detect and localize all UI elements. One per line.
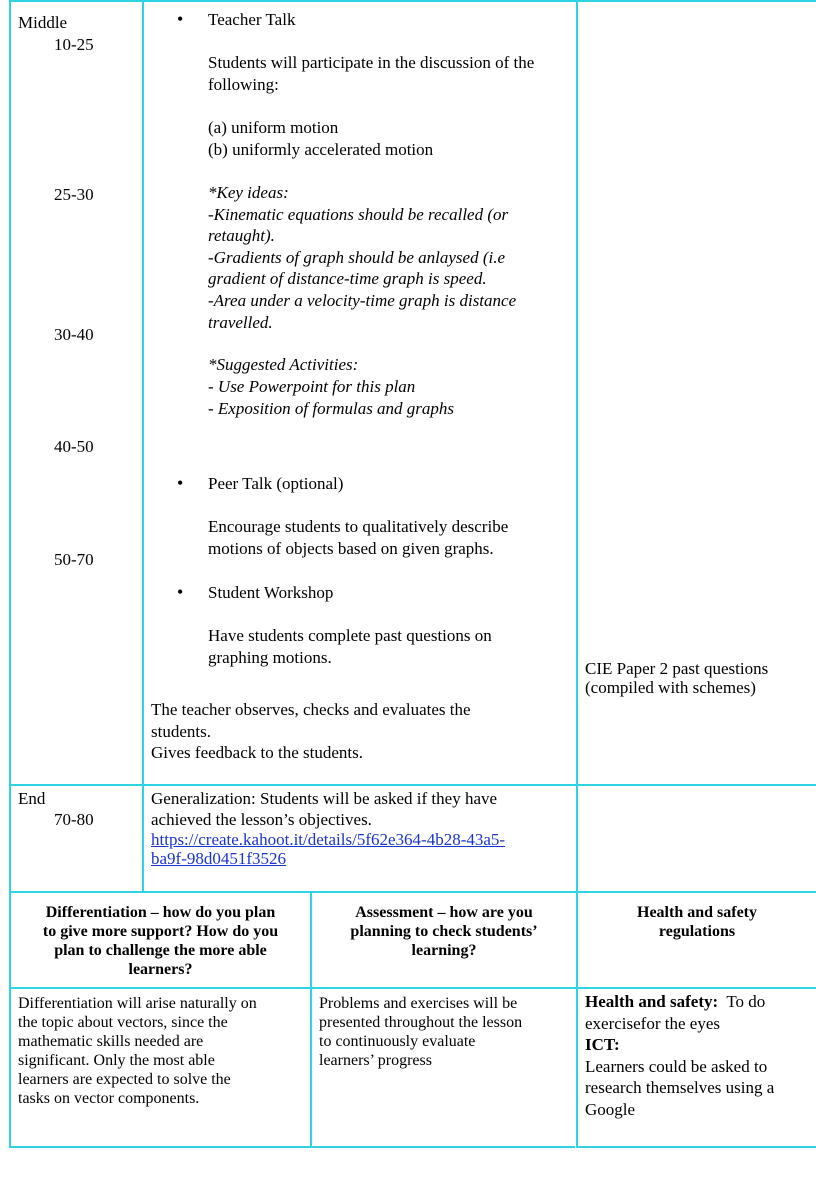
time-slot: 10-25 — [54, 35, 94, 54]
teacher-talk-title: Teacher Talk — [208, 10, 296, 29]
assessment-line: presented throughout the lesson — [319, 1014, 523, 1031]
ict-line: Learners could be asked to — [585, 1057, 768, 1076]
observe-line: students. — [151, 722, 211, 741]
header-line: planning to check students’ — [350, 923, 538, 940]
time-slot: 40-50 — [54, 437, 94, 456]
generalization-line: achieved the lesson’s objectives. — [151, 810, 372, 829]
assessment-line: learners’ progress — [319, 1052, 432, 1069]
key-ideas-line: travelled. — [208, 313, 273, 332]
bullet-icon: • — [177, 9, 184, 29]
workshop-body: graphing motions. — [208, 648, 332, 667]
key-ideas-line: -Gradients of graph should be anlaysed (i.e — [208, 248, 505, 267]
differentiation-line: mathematic skills needed are — [18, 1033, 204, 1050]
key-ideas-line: gradient of distance-time graph is speed. — [208, 269, 487, 288]
observe-line: Gives feedback to the students. — [151, 743, 363, 762]
stage-label-end: End — [18, 789, 46, 808]
activities-line: - Use Powerpoint for this plan — [208, 377, 416, 396]
header-line: Differentiation – how do you plan — [45, 904, 276, 921]
ict-label: ICT: — [585, 1035, 620, 1054]
key-ideas-line: *Key ideas: — [208, 183, 289, 202]
key-ideas-line: -Area under a velocity-time graph is distance — [208, 291, 517, 310]
teacher-talk-intro: Students will participate in the discussion of the — [208, 53, 535, 72]
health-line — [585, 991, 765, 1013]
stage-label-middle: Middle — [18, 13, 68, 32]
health-line: exercisefor the eyes — [585, 1014, 720, 1033]
differentiation-line: learners are expected to solve the — [18, 1071, 231, 1088]
ict-line: research themselves using a — [585, 1078, 775, 1097]
header-line: regulations — [658, 923, 736, 940]
differentiation-line: the topic about vectors, since the — [18, 1014, 228, 1031]
assessment-line: to continuously evaluate — [319, 1033, 476, 1050]
time-slot: 30-40 — [54, 325, 94, 344]
time-slot: 25-30 — [54, 185, 94, 204]
discussion-item: (a) uniform motion — [208, 118, 339, 137]
differentiation-line: Differentiation will arise naturally on — [18, 995, 257, 1012]
assessment-line: Problems and exercises will be — [319, 995, 518, 1012]
peer-talk-body: motions of objects based on given graphs. — [208, 539, 494, 558]
header-line: to give more support? How do you — [42, 923, 279, 940]
health-label: Health and safety: — [585, 992, 719, 1011]
differentiation-line: tasks on vector components. — [18, 1090, 200, 1107]
resource-line: CIE Paper 2 past questions — [585, 659, 769, 678]
workshop-title: Student Workshop — [208, 583, 334, 602]
header-line: plan to challenge the more able — [54, 942, 267, 959]
peer-talk-body: Encourage students to qualitatively describe — [208, 517, 509, 536]
teacher-talk-intro: following: — [208, 75, 279, 94]
activities-line: *Suggested Activities: — [208, 355, 359, 374]
key-ideas-line: retaught). — [208, 226, 275, 245]
header-line: Assessment – how are you — [355, 904, 533, 921]
header-line: Health and safety — [637, 904, 757, 921]
ict-line: Google — [585, 1100, 636, 1119]
health-text: To do — [718, 992, 766, 1011]
workshop-body: Have students complete past questions on — [208, 626, 492, 645]
kahoot-link[interactable]: https://create.kahoot.it/details/5f62e364-4b28-43a5- — [151, 830, 506, 849]
header-line: learners? — [128, 961, 193, 978]
kahoot-link[interactable]: ba9f-98d0451f3526 — [151, 849, 287, 868]
differentiation-line: significant. Only the most able — [18, 1052, 215, 1069]
activities-line: - Exposition of formulas and graphs — [208, 399, 455, 418]
bullet-icon: • — [177, 582, 184, 602]
peer-talk-title: Peer Talk (optional) — [208, 474, 344, 493]
bullet-icon: • — [177, 473, 184, 493]
discussion-item: (b) uniformly accelerated motion — [208, 140, 434, 159]
header-line: learning? — [411, 942, 477, 959]
time-slot: 50-70 — [54, 550, 94, 569]
observe-line: The teacher observes, checks and evaluates the — [151, 700, 471, 719]
time-slot: 70-80 — [54, 810, 94, 829]
key-ideas-line: -Kinematic equations should be recalled (or — [208, 205, 509, 224]
generalization-line: Generalization: Students will be asked if they have — [151, 789, 498, 808]
resource-line: (compiled with schemes) — [585, 678, 756, 697]
